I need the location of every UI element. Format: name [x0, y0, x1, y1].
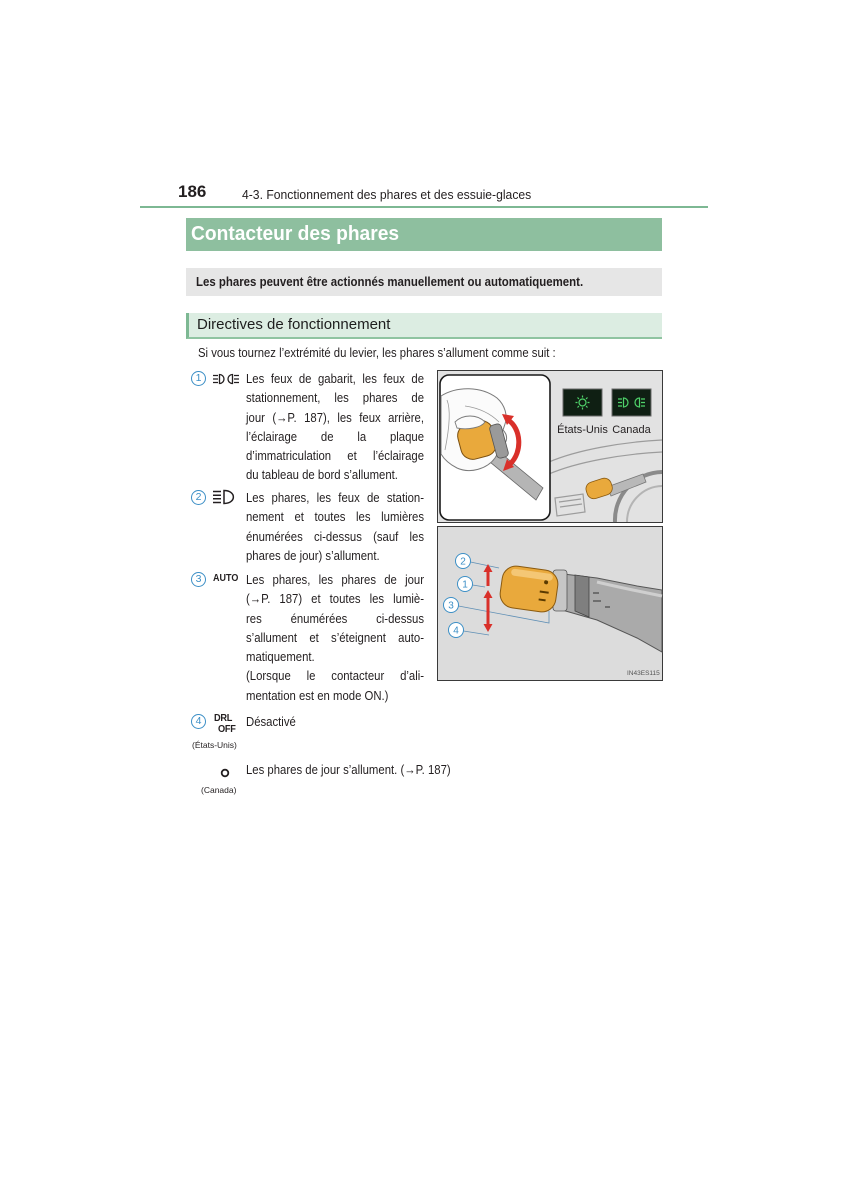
headlight-icon [213, 489, 237, 510]
region-caption-usa: (États-Unis) [192, 740, 237, 750]
auto-icon: AUTO [213, 573, 239, 584]
item-2-text [246, 488, 424, 565]
item-1-line: Les feux de gabarit, les feux de [246, 371, 425, 386]
bottom-panel [438, 527, 663, 681]
page-number: 186 [178, 182, 207, 201]
callout-3 [444, 598, 459, 613]
item-1-line: jour (→P. 187), les feux arrière, [246, 409, 425, 425]
item-1-line: d’immatriculation et l’éclairage [246, 448, 425, 464]
indicator-canada [612, 389, 651, 416]
figure-code: IN43ES115 [627, 670, 660, 677]
lever-knob-group [498, 564, 559, 613]
callout-2 [456, 554, 471, 569]
header-rule [140, 206, 708, 208]
item-1-line: du tableau de bord s’allument. [246, 467, 398, 483]
item-1-line: stationnement, les phares de [246, 390, 425, 406]
item-number-2: 2 [191, 490, 206, 505]
item-2-line: Les phares, les feux de station- [246, 490, 425, 505]
item-number-3: 3 [191, 572, 206, 587]
item-number-1: 1 [191, 371, 206, 386]
summary-box [186, 268, 662, 296]
chapter-title: 4-3. Fonctionnement des phares et des essuie-glaces [242, 187, 532, 202]
parking-lights-icon [213, 372, 239, 390]
indicator-label-usa: États-Unis [557, 424, 608, 436]
headlight-switch-illustration [437, 370, 663, 681]
item-number-4: 4 [191, 714, 206, 729]
item-3-line: (→P. 187) et toutes les lumiè- [246, 591, 425, 607]
callout-4 [449, 623, 464, 638]
item-3-text [246, 570, 424, 705]
item-1-text [246, 369, 424, 485]
callout-number: 2 [460, 556, 466, 568]
drl-on-icon [220, 765, 230, 783]
indicator-label-canada: Canada [612, 424, 651, 436]
callout-1 [458, 577, 473, 592]
item-canada-line: Les phares de jour s’allument. (→P. 187) [246, 762, 451, 777]
item-4-line: Désactivé [246, 714, 296, 729]
section-title: Contacteur des phares [191, 223, 400, 245]
lever-ring [575, 575, 589, 617]
item-3-line: Les phares, les phares de jour [246, 572, 425, 587]
intro-text: Si vous tournez l’extrémité du levier, les phares s’allument comme suit : [198, 345, 556, 360]
summary-text: Les phares peuvent être actionnés manuellement ou automatiquement. [196, 274, 584, 289]
item-3-line: (Lorsque le contacteur d’ali- [246, 668, 425, 684]
indicator-usa [563, 389, 602, 416]
drl-off-icon-bottom: OFF [218, 724, 236, 735]
item-3-line: matiquement. [246, 649, 315, 665]
item-2-line: phares de jour) s’allument. [246, 547, 380, 563]
item-3-line: s’allument et s’éteignent auto- [246, 629, 425, 645]
item-2-line: nement et toutes les lumières [246, 509, 425, 525]
item-canada-text [246, 760, 451, 779]
region-caption-canada: (Canada) [201, 785, 237, 795]
top-panel [438, 371, 663, 523]
callout-number: 1 [462, 579, 468, 591]
item-2-line: énumérées ci-dessus (sauf les [246, 528, 425, 544]
section-title-bar [186, 218, 662, 251]
callout-number: 4 [453, 625, 459, 637]
drl-off-icon-top: DRL [214, 713, 233, 724]
item-3-line: mentation est en mode ON.) [246, 687, 389, 703]
subheading: Directives de fonctionnement [197, 316, 391, 333]
callout-number: 3 [448, 600, 454, 612]
item-1-line: l’éclairage de la plaque [246, 428, 425, 444]
subheading-bar [186, 313, 662, 339]
item-4-text [246, 712, 424, 731]
headlight-switch-figure [437, 370, 663, 681]
item-3-line: res énumérées ci-dessus [246, 610, 425, 626]
